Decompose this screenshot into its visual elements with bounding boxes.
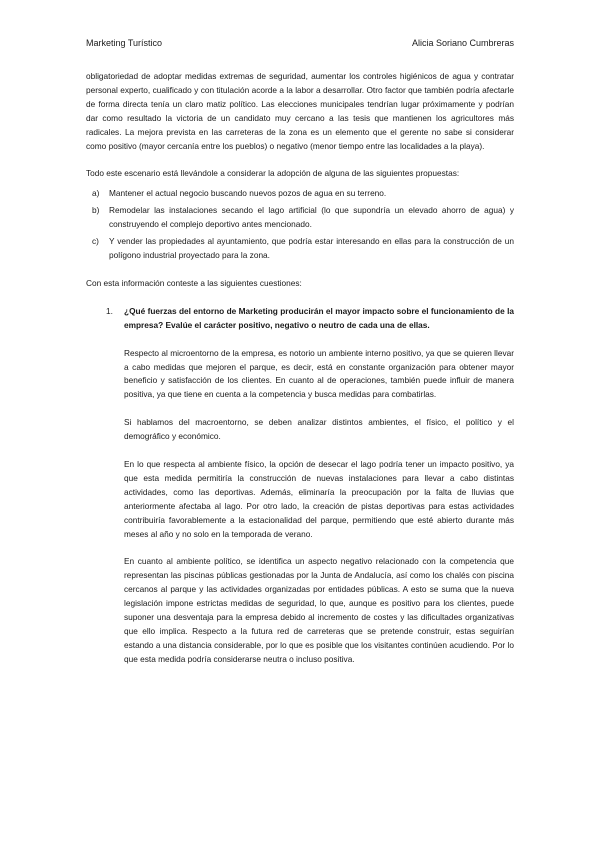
list-item [86,204,514,232]
intro-paragraph: obligatoriedad de adoptar medidas extremas de seguridad, aumentar los controles higiénicos de agua y contratar personal experto, cualificado y con titulación acorde a la labor a desarrollar. Otro factor que también podría afectarle de forma directa tenía un claro matiz político. Las elecciones municipales tendrían lugar próximamente y podrían dar como resultado la victoria de un candidato muy cercano a las tesis que mantienen los agricultores más radicales. La mejora prevista en las carreteras de la zona es un elemento que el gerente no sabe si considerar como positivo (mayor cercanía entre los pueblos) o negativo (menor tiempo entre las localidades a la playa). [86,71,514,151]
question-number: 1. [106,305,113,316]
question-text: ¿Qué fuerzas del entorno de Marketing producirán el mayor impacto sobre el funcionamiento de la empresa? Evalúe el carácter positivo, negativo o neutro de cada una de ellas. [124,305,514,330]
instruction-paragraph: Con esta información conteste a las siguientes cuestiones: [86,277,302,288]
page-content [86,70,514,667]
list-item [86,235,514,263]
header-left: Marketing Turístico [86,38,163,48]
list-item [86,187,514,201]
list-item-text: Y vender las propiedades al ayuntamiento, que podría estar interesando en ellas para la construcción de un polígono industrial proyectado para la zona. [109,236,514,260]
answer-paragraph: En cuanto al ambiente político, se identifica un aspecto negativo relacionado con la competencia que representan las piscinas públicas gestionadas por la Junta de Andalucía, así como los chalés con piscina cercanos al parque y las actividades organizadas por entidades públicas. A esto se suma que la nueva legislación impone estrictas medidas de seguridad, lo que, aunque es positivo para los clientes, puede suponer una desventaja para la empresa debido al incremento de costes y las dificultades organizativas que ello implica. Respecto a la futura red de carreteras que se pretende construir, estas seguirían estando a una distancia considerable, por lo que es posible que los visitantes continúen acudiendo. Por lo que esta medida podría considerarse neutra o incluso positiva. [124,556,514,664]
list-marker: c) [92,236,99,247]
options-list [86,187,514,263]
answer-paragraph: Respecto al microentorno de la empresa, es notorio un ambiente interno positivo, ya que se quieren llevar a cabo medidas que mejoren el parque, es decir, está en constante organización para obtener mayor beneficio y satisfacción de los clientes. En cuanto al de operaciones, también puede influir de manera positiva, ya que tiene en cuenta a la competencia y busca medidas para combatirlas. [124,347,514,400]
list-item-text: Remodelar las instalaciones secando el lago artificial (lo que supondría un elevado ahorro de agua) y construyendo el complejo deportivo antes mencionado. [109,205,514,230]
list-item-text: Mantener el actual negocio buscando nuevos pozos de agua en su terreno. [109,188,387,199]
question-block [86,305,514,333]
list-marker: b) [92,205,100,216]
answer-paragraph: Si hablamos del macroentorno, se deben analizar distintos ambientes, el físico, el político y el demográfico y económico. [124,417,514,442]
scenario-paragraph: Todo este escenario está llevándole a considerar la adopción de alguna de las siguientes propuestas: [86,168,460,179]
answer-block [86,347,514,667]
header-right: Alicia Soriano Cumbreras [411,38,514,48]
page-header [86,38,514,52]
list-marker: a) [92,188,100,199]
answer-paragraph: En lo que respecta al ambiente físico, la opción de desecar el lago podría tener un impacto positivo, ya que esta medida permitiría la construcción de nuevas instalaciones para llevar a cabo distintas actividades, como las deportivas. Además, eliminaría la preocupación por la falta de lluvias que anteriormente afectaba al lago. Por otro lado, la creación de pistas deportivas para estas actividades contribuiría favorablemente a la estacionalidad del parque, permitiendo que esté abierto durante más meses al año y no solo en la temporada de verano. [124,459,514,539]
